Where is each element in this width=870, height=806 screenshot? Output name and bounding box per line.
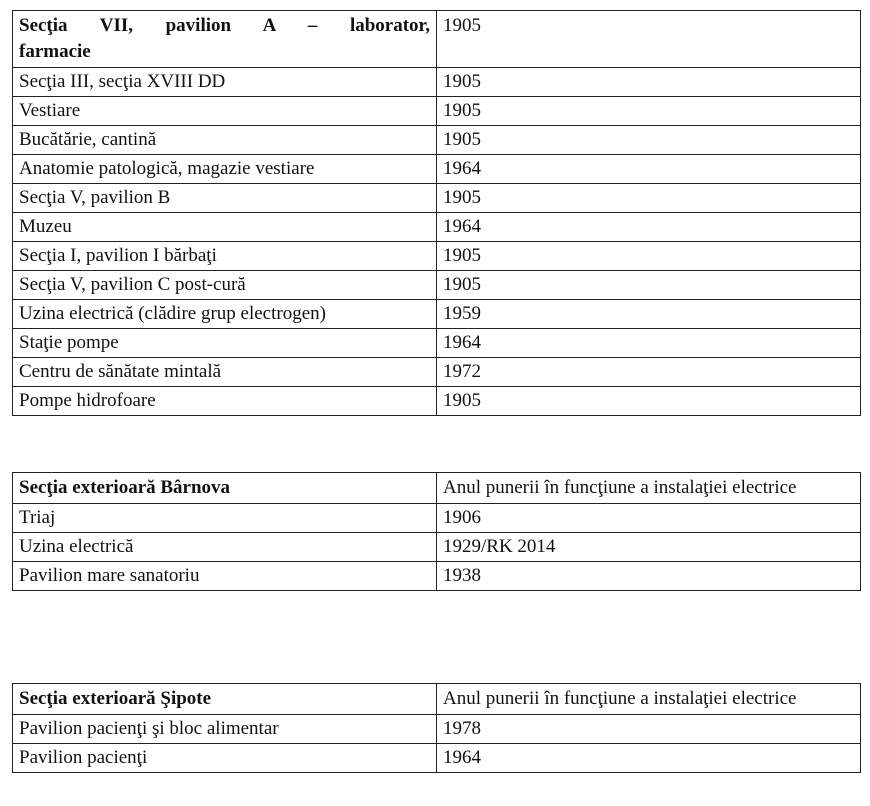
table-row	[13, 126, 861, 155]
building-name-cell: Secţia V, pavilion B	[13, 184, 437, 213]
year-cell: 1964	[437, 744, 861, 773]
building-name-cell: Pompe hidrofoare	[13, 387, 437, 416]
year-cell: 1929/RK 2014	[437, 533, 861, 562]
buildings-table-main	[12, 10, 861, 416]
table-row	[13, 213, 861, 242]
year-cell: 1938	[437, 562, 861, 591]
table-row	[13, 184, 861, 213]
year-cell: 1972	[437, 358, 861, 387]
section-header: Secţia exterioară Şipote	[13, 684, 437, 715]
building-name-cell: Pavilion pacienţi	[13, 744, 437, 773]
year-cell: 1964	[437, 213, 861, 242]
table-row	[13, 744, 861, 773]
year-cell: 1964	[437, 329, 861, 358]
table-header-row	[13, 684, 861, 715]
building-name-cell: Centru de sănătate mintală	[13, 358, 437, 387]
year-cell: 1906	[437, 504, 861, 533]
building-name-cell: Uzina electrică (clădire grup electrogen)	[13, 300, 437, 329]
year-cell: 1905	[437, 184, 861, 213]
year-cell: 1905	[437, 271, 861, 300]
table-row	[13, 97, 861, 126]
year-cell: 1905	[437, 387, 861, 416]
building-name-cell: Triaj	[13, 504, 437, 533]
building-name-cell: Secţia I, pavilion I bărbaţi	[13, 242, 437, 271]
building-name-cell: Anatomie patologică, magazie vestiare	[13, 155, 437, 184]
building-name-cell: Muzeu	[13, 213, 437, 242]
table-row	[13, 504, 861, 533]
year-cell: 1978	[437, 715, 861, 744]
year-cell: 1905	[437, 126, 861, 155]
table-row	[13, 387, 861, 416]
building-name-cell: Vestiare	[13, 97, 437, 126]
table-row	[13, 11, 861, 68]
sipote-table	[12, 683, 861, 773]
table-row	[13, 715, 861, 744]
table-row	[13, 533, 861, 562]
building-name-line1: Secţia VII, pavilion A – laborator,	[19, 15, 430, 36]
building-name-line2: farmacie	[19, 41, 91, 62]
year-column-header: Anul punerii în funcţiune a instalaţiei electrice	[437, 684, 861, 715]
year-cell: 1905	[437, 68, 861, 97]
year-cell: 1905	[437, 242, 861, 271]
table-row	[13, 562, 861, 591]
building-name-cell: Secţia III, secţia XVIII DD	[13, 68, 437, 97]
year-column-header: Anul punerii în funcţiune a instalaţiei electrice	[437, 473, 861, 504]
table-row	[13, 300, 861, 329]
building-name-cell: Staţie pompe	[13, 329, 437, 358]
building-name-cell: Pavilion mare sanatoriu	[13, 562, 437, 591]
building-name-cell: Pavilion pacienţi şi bloc alimentar	[13, 715, 437, 744]
building-name-cell: Uzina electrică	[13, 533, 437, 562]
building-name-cell: Secţia V, pavilion C post-cură	[13, 271, 437, 300]
table-row	[13, 329, 861, 358]
year-cell: 1905	[437, 11, 861, 68]
table-header-row	[13, 473, 861, 504]
year-cell: 1959	[437, 300, 861, 329]
year-cell: 1905	[437, 97, 861, 126]
table-row	[13, 242, 861, 271]
section-header: Secţia exterioară Bârnova	[13, 473, 437, 504]
building-name-cell: Bucătărie, cantină	[13, 126, 437, 155]
barnova-table	[12, 472, 861, 591]
year-cell: 1964	[437, 155, 861, 184]
table-row	[13, 271, 861, 300]
building-name-cell	[13, 11, 437, 68]
table-row	[13, 155, 861, 184]
table-row	[13, 358, 861, 387]
table-row	[13, 68, 861, 97]
